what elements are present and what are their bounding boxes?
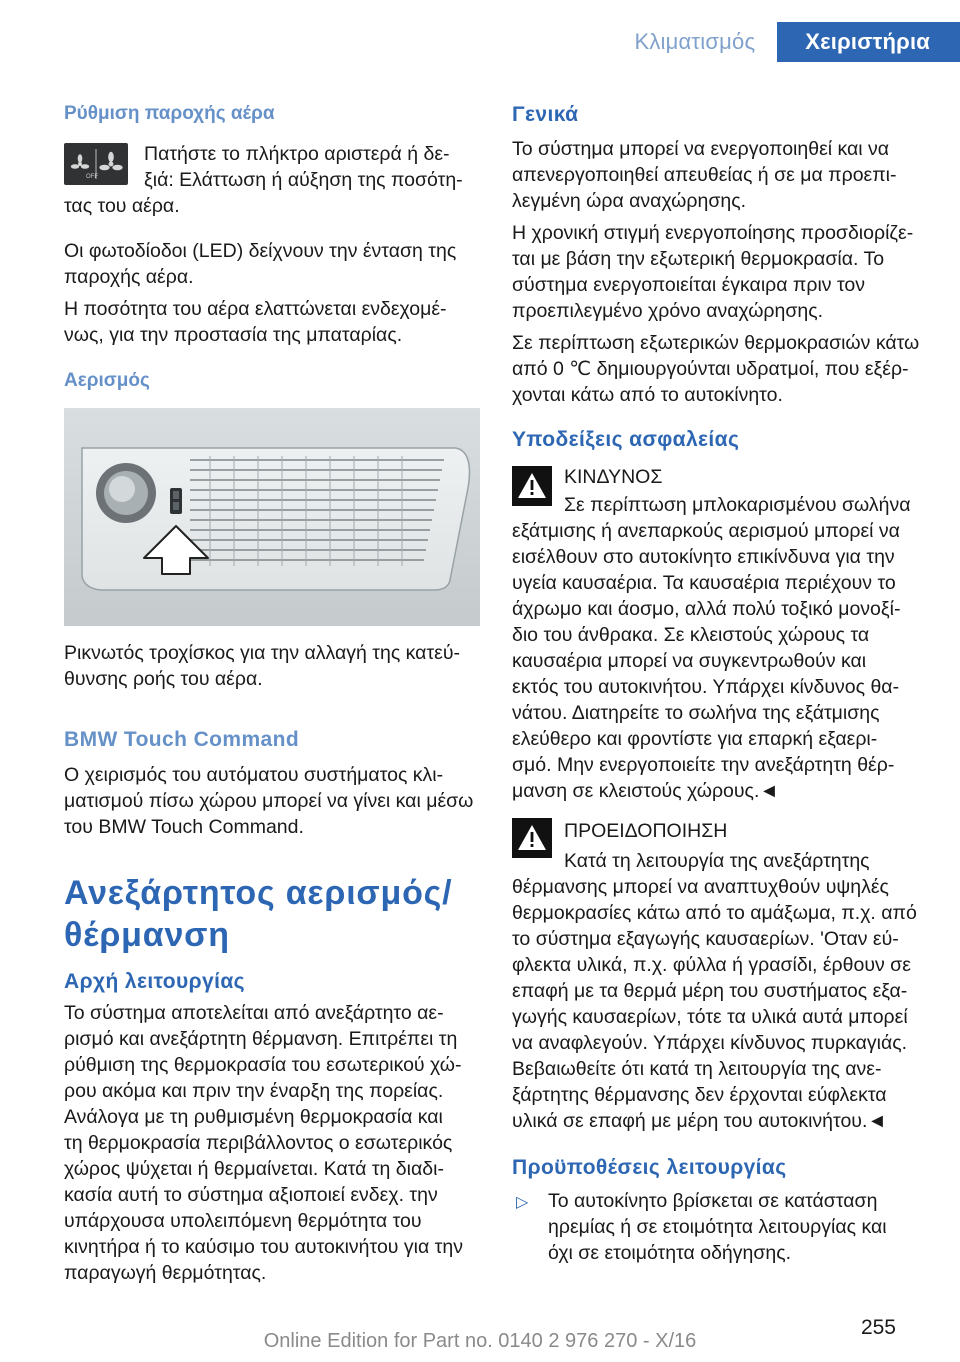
general-line: Σε περίπτωση εξωτερικών θερμοκρασιών κάτω <box>512 332 920 354</box>
vent-photo <box>64 408 480 626</box>
general-line: ται με βάση την εξωτερική θερμοκρασία. Το <box>512 248 885 270</box>
led-text-line: παροχής αέρα. <box>64 266 194 288</box>
vent-caption-line: Ρικνωτός τροχίσκος για την αλλαγή της κατεύ‐ <box>64 642 460 664</box>
amount-text-line: νως, για την προστασία της μπαταρίας. <box>64 324 403 346</box>
safety-heading: Υποδείξεις ασφαλείας <box>512 428 740 451</box>
warning-line: Κατά τη λειτουργία της ανεξάρτητης <box>564 850 870 872</box>
led-text-line: Οι φωτοδίοδοι (LED) δείχνουν την ένταση της <box>64 240 457 262</box>
bullet-line: όχι σε ετοιμότητα οδήγησης. <box>548 1242 792 1264</box>
danger-line: σμό. Μην ενεργοποιείτε την ανεξάρτητη θέρ‐ <box>512 754 895 776</box>
principle-line: κασία αυτή το σύστημα αξιοποιεί ενδεχ. την <box>64 1184 438 1206</box>
danger-line: καυσαέρια μπορεί να συγκεντρωθούν και <box>512 650 867 672</box>
warning-line: το σύστημα εξαγωγής καυσαερίων. 'Οταν εύ‐ <box>512 928 899 950</box>
danger-line: υγεία καυσαέρια. Τα καυσαέρια περιέχουν το <box>512 572 896 594</box>
airflow-text-line: ξιά: Ελάττωση ή αύξηση της ποσότη‐ <box>144 169 463 191</box>
danger-line: ελεύθερο και φροντίστε για επαρκή εξαερι‐ <box>512 728 878 750</box>
general-line: απενεργοποιηθεί απευθείας ή σε μα προεπι‐ <box>512 164 897 186</box>
fan-icon <box>64 143 128 185</box>
fan-button-image <box>64 143 128 185</box>
principle-line: Ανάλογα με τη ρυθμισμένη θερμοκρασία και <box>64 1106 443 1128</box>
bullet-line: Το αυτοκίνητο βρίσκεται σε κατάσταση <box>548 1190 878 1212</box>
amount-text-line: Η ποσότητα του αέρα ελαττώνεται ενδεχομέ‐ <box>64 298 447 320</box>
general-line: Το σύστημα μπορεί να ενεργοποιηθεί και να <box>512 138 890 160</box>
touch-command-line: του BMW Touch Command. <box>64 816 304 838</box>
section-title: θέρμανση <box>64 916 230 954</box>
page-number: 255 <box>860 1316 896 1339</box>
principle-line: παραγωγή θερμότητας. <box>64 1262 267 1284</box>
principle-line: Το σύστημα αποτελείται από ανεξάρτητο αε‐ <box>64 1002 444 1024</box>
danger-line: Σε περίπτωση μπλοκαρισμένου σωλήνα <box>564 494 911 516</box>
airflow-heading: Ρύθμιση παροχής αέρα <box>64 103 275 124</box>
warning-line: υλικά σε επαφή με μέρη του αυτοκινήτου.◄ <box>512 1110 887 1132</box>
warning-line: Βεβαιωθείτε ότι κατά τη λειτουργία της ανε‐ <box>512 1058 882 1080</box>
general-line: Η χρονική στιγμή ενεργοποίησης προσδιορίζε‐ <box>512 222 914 244</box>
principle-line: χώρος ψύχεται ή θερμαίνεται. Κατά τη διαδι‐ <box>64 1158 444 1180</box>
general-line: από 0 ℃ δημιουργούνται υδρατμοί, που εξέρ‐ <box>512 358 909 380</box>
bullet-marker-icon: ▷ <box>516 1194 529 1211</box>
danger-line: νάτου. Διατηρείτε το σωλήνα της εξάτμισης <box>512 702 880 724</box>
danger-line: μανση σε κλειστούς χώρους.◄ <box>512 780 779 802</box>
section-tabs <box>610 22 960 62</box>
principle-line: τη θερμοκρασία περιβάλλοντος ο εσωτερικός <box>64 1132 453 1154</box>
danger-title: ΚΙΝΔΥΝΟΣ <box>564 466 663 488</box>
principle-line: κινητήρα ή το καύσιμο του αυτοκινήτου για την <box>64 1236 463 1258</box>
touch-command-heading: BMW Touch Command <box>64 728 300 751</box>
warning-title: ΠΡΟΕΙΔΟΠΟΙΗΣΗ <box>564 820 728 842</box>
warning-line: θερμοκρασίες κάτω από το αμάξωμα, π.χ. από <box>512 902 917 924</box>
danger-line: εισέλθουν στο αυτοκίνητο επικίνδυνα για την <box>512 546 895 568</box>
principle-line: ρισμό και ανεξάρτητη θέρμανση. Επιτρέπει τη <box>64 1028 458 1050</box>
warning-line: να αναφλεγούν. Υπάρχει κίνδυνος πυρκαγιάς. <box>512 1032 908 1054</box>
principle-line: ρου ακόμα και πριν την έναρξη της πορείας. <box>64 1080 444 1102</box>
general-line: σύστημα ενεργοποιείται έγκαιρα πριν τον <box>512 274 865 296</box>
principle-line: ρύθμιση της θερμοκρασία του εσωτερικού χώ‐ <box>64 1054 462 1076</box>
warning-line: επαφή με τα θερμά μέρη του συστήματος εξα‐ <box>512 980 908 1002</box>
edition-footer: Online Edition for Part no. 0140 2 976 270 - X/16 <box>263 1330 697 1352</box>
airflow-text-line: τας του αέρα. <box>64 195 180 217</box>
danger-line: εκτός του αυτοκινήτου. Υπάρχει κίνδυνος θα‐ <box>512 676 900 698</box>
warning-line: γωγής καυσαερίων, τότε τα υλικά αυτά μπορεί <box>512 1006 908 1028</box>
tab-controls[interactable]: Χειριστήρια <box>777 22 960 62</box>
principle-heading: Αρχή λειτουργίας <box>64 970 245 993</box>
touch-command-line: Ο χειρισμός του αυτόματου συστήματος κλι‐ <box>64 764 444 786</box>
danger-line: διο του άνθρακα. Σε κλειστούς χώρους τα <box>512 624 870 646</box>
svg-text:OFF: OFF <box>86 174 98 180</box>
general-line: προεπιλεγμένο χρόνο αναχώρησης. <box>512 300 824 322</box>
tab-climate[interactable]: Κλιματισμός <box>634 29 756 54</box>
vent-caption-line: θυνσης ροής του αέρα. <box>64 668 263 690</box>
general-line: χονται κάτω από το αυτοκίνητο. <box>512 384 783 406</box>
principle-line: υπάρχουσα υπολειπόμενη θερμότητα του <box>64 1210 422 1232</box>
general-line: λεγμένη ώρα αναχώρησης. <box>512 190 747 212</box>
ventilation-heading: Αερισμός <box>64 370 150 391</box>
caution-warning-icon <box>512 818 552 858</box>
touch-command-line: ματισμού πίσω χώρου μπορεί να γίνει και μέσω <box>64 790 474 812</box>
warning-line: θέρμανσης μπορεί να αναπτυχθούν υψηλές <box>512 876 889 898</box>
section-title: Ανεξάρτητος αερισμός/ <box>64 874 453 912</box>
general-heading: Γενικά <box>512 103 579 126</box>
danger-line: εξάτμισης ή ανεπαρκούς αερισμού μπορεί να <box>512 520 900 542</box>
warning-line: φλεκτα υλικά, π.χ. φύλλα ή γρασίδι, έρθουν σε <box>512 954 911 976</box>
airflow-text-line: Πατήστε το πλήκτρο αριστερά ή δε‐ <box>144 143 450 165</box>
danger-line: άχρωμο και άοσμο, αλλά πολύ τοξικό μονοξί‐ <box>512 598 901 620</box>
danger-warning-icon <box>512 466 552 506</box>
prerequisites-heading: Προϋποθέσεις λειτουργίας <box>512 1156 787 1179</box>
bullet-line: ηρεμίας ή σε ετοιμότητα λειτουργίας και <box>548 1216 887 1238</box>
warning-line: ξάρτητης θέρμανσης δεν έρχονται εύφλεκτα <box>512 1084 887 1106</box>
